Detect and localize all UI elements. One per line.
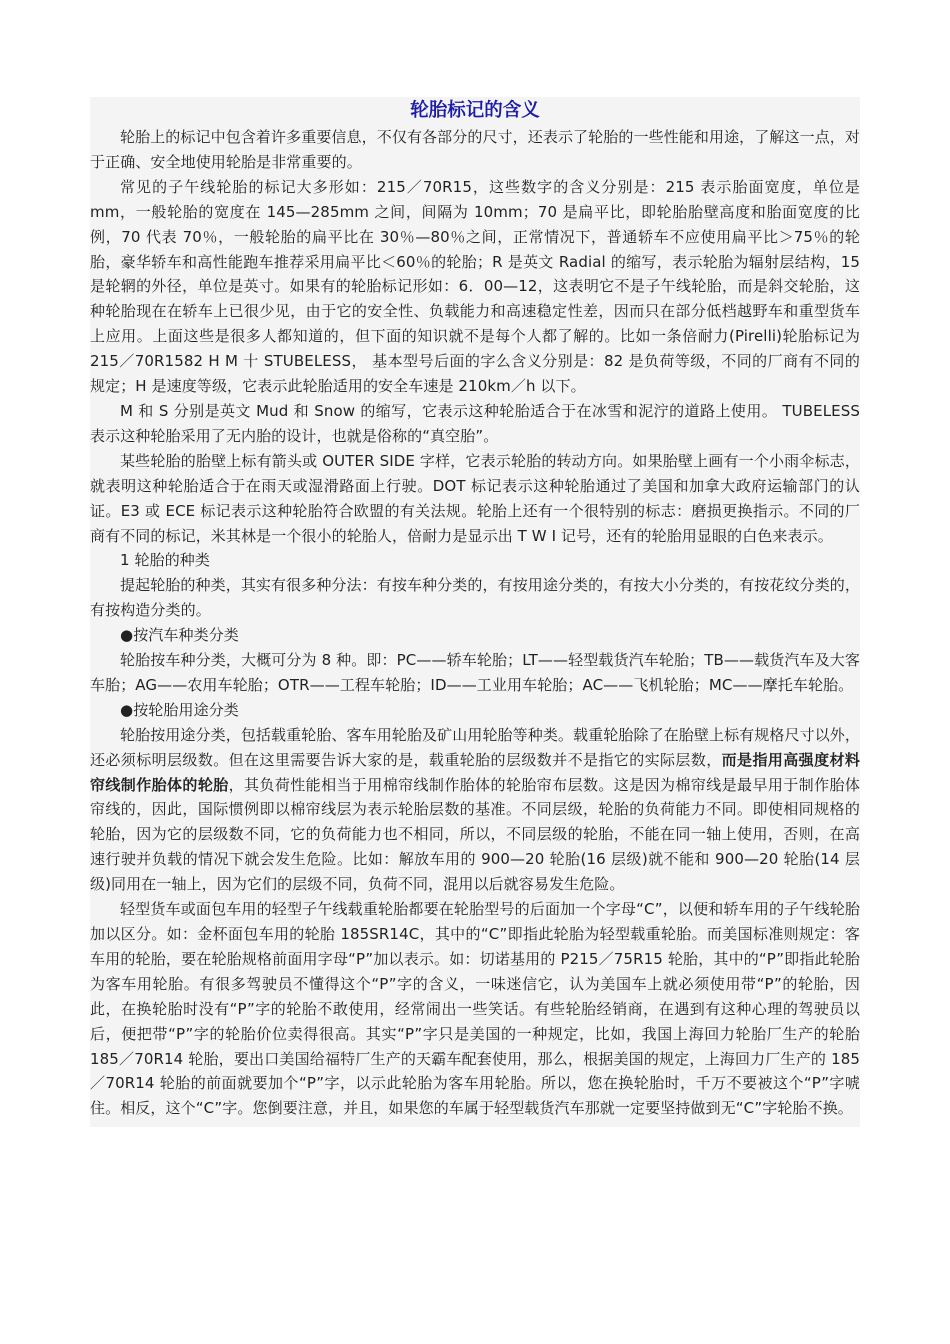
paragraph-mud-snow: M 和 S 分别是英文 Mud 和 Snow 的缩写，它表示这种轮胎适合于在冰雪和泥泞的道路上使用。 TUBELESS 表示这种轮胎采用了无内胎的设计，也就是俗称的“真空胎”。 — [90, 401, 860, 445]
paragraph-radial-marking: 常见的子午线轮胎的标记大多形如：215／70R15，这些数字的含义分别是：215 表示胎面宽度，单位是 mm，一般轮胎的宽度在 145—285mm 之间，间隔为 10mm；70 是扁平比，即轮胎胎壁高度和胎面宽度的比例，70 代表 70％，一般轮胎的扁平比在 30％—80％之间，正常情况下，普通轿车不应使用扁平比＞75％的轮胎，豪华轿车和高性能跑车推荐采用扁平比＜60％的轮胎；R 是英文 Radial 的缩写，表示轮胎为辐射层结构，15 是轮辋的外径，单位是英寸。如果有的轮胎标记形如：6．00—12，这表明它不是子午线轮胎，而是斜交轮胎，这种轮胎现在在轿车上已很少见，由于它的安全性、负载能力和高速稳定性差，因而只在部分低档越野车和重型货车上应用。上面这些是很多人都知道的，但下面的知识就不是每个人都了解的。比如一条倍耐力(Pirelli)轮胎标记为 215／70R1582 H M 十 STUBELESS， 基本型号后面的字么含义分别是：82 是负荷等级，不同的厂商有不同的规定；H 是速度等级，它表示此轮胎适用的安全车速是 210km／h 以下。 — [90, 177, 860, 396]
bullet-by-vehicle: ●按汽车种类分类 — [120, 626, 239, 645]
paragraph-vehicle-types: 轮胎按车种分类，大概可分为 8 种。即：PC——轿车轮胎；LT——轻型载货汽车轮胎；TB——载货汽车及大客车胎；AG——农用车轮胎；OTR——工程车轮胎；ID——工业用车轮胎；AC——飞机轮胎；MC——摩托车轮胎。 — [90, 651, 860, 694]
paragraph-usage-types — [90, 723, 860, 897]
paragraph-sidewall-marks: 某些轮胎的胎壁上标有箭头或 OUTER SIDE 字样，它表示轮胎的转动方向。如果胎壁上画有一个小雨伞标志，就表明这种轮胎适合于在雨天或湿滑路面上行驶。DOT 标记表示这种轮胎通过了美国和加拿大政府运输部门的认证。E3 或 ECE 标记表示这种轮胎符合欧盟的有关法规。轮胎上还有一个很特别的标志：磨损更换指示。不同的厂商有不同的标记，米其林是一个很小的轮胎人，倍耐力是显示出 T W I 记号，还有的轮胎用显眼的白色来表示。 — [90, 451, 860, 545]
paragraph-c-p-letters: 轻型货车或面包车用的轻型子午线载重轮胎都要在轮胎型号的后面加一个字母“C”，以便和轿车用的子午线轮胎加以区分。如：金杯面包车用的轮胎 185SR14C，其中的“C”即指此轮胎为轻型载重轮胎。而美国标准则规定：客车用的轮胎，要在轮胎规格前面用字母“P”加以表示。如：切诺基用的 P215／75R15 轮胎，其中的“P”即指此轮胎为客车用轮胎。有很多驾驶员不懂得这个“P”字的含义，一味迷信它，认为美国车上就必须使用带“P”的轮胎，因此，在换轮胎时没有“P”字的轮胎不敢使用，经常闹出一些笑话。有些轮胎经销商，在遇到有这种心理的驾驶员以后，便把带“P”字的轮胎价位卖得很高。其实“P”字只是美国的一种规定，比如，我国上海回力轮胎厂生产的轮胎 185／70R14 轮胎，要出口美国给福特厂生产的天霸车配套使用，那么，根据美国的规定，上海回力厂生产的 185／70R14 轮胎的前面就要加个“P”字，以示此轮胎为客车用轮胎。所以，您在换轮胎时，千万不要被这个“P”字唬住。相反，这个“C”字。您倒要注意，并且，如果您的车属于轻型载货汽车那就一定要坚持做到无“C”字轮胎不换。 — [90, 900, 860, 1118]
usage-text-before: 轮胎按用途分类，包括载重轮胎、客车用轮胎及矿山用轮胎等种类。载重轮胎除了在胎壁上标有规格尺寸以外，还必须标明层级数。但在这里需要告诉大家的是，载重轮胎的层级数并不是指它的实际层数， — [90, 725, 860, 769]
section-heading-tire-types: 1 轮胎的种类 — [120, 551, 211, 570]
usage-text-bold: 而是指用高强度材料帘线制作胎体的轮胎 — [90, 750, 861, 794]
usage-text-after: ，其负荷性能相当于用棉帘线制作胎体的轮胎帘布层数。这是因为棉帘线是最早用于制作胎体帘线的，因此，国际惯例即以棉帘线层为表示轮胎层数的基准。不同层级，轮胎的负荷能力不同。即使相同规格的轮胎，因为它的层级数不同，它的负荷能力也不相同，所以，不同层级的轮胎，不能在同一轴上使用，否则，在高速行驶并负载的情况下就会发生危险。比如：解放车用的 900—20 轮胎(16 层级)就不能和 900—20 轮胎(14 层级)同用在一轴上，因为它们的层级不同，负荷不同，混用以后就容易发生危险。 — [90, 775, 860, 894]
paragraph-intro: 轮胎上的标记中包含着许多重要信息，不仅有各部分的尺寸，还表示了轮胎的一些性能和用途，了解这一点，对于正确、安全地使用轮胎是非常重要的。 — [90, 128, 860, 171]
document-body — [90, 97, 860, 1127]
bullet-by-usage: ●按轮胎用途分类 — [120, 700, 239, 719]
paragraph-classification: 提起轮胎的种类，其实有很多种分法：有按车种分类的，有按用途分类的，有按大小分类的，有按花纹分类的，有按构造分类的。 — [90, 576, 860, 620]
page-title: 轮胎标记的含义 — [410, 100, 540, 121]
